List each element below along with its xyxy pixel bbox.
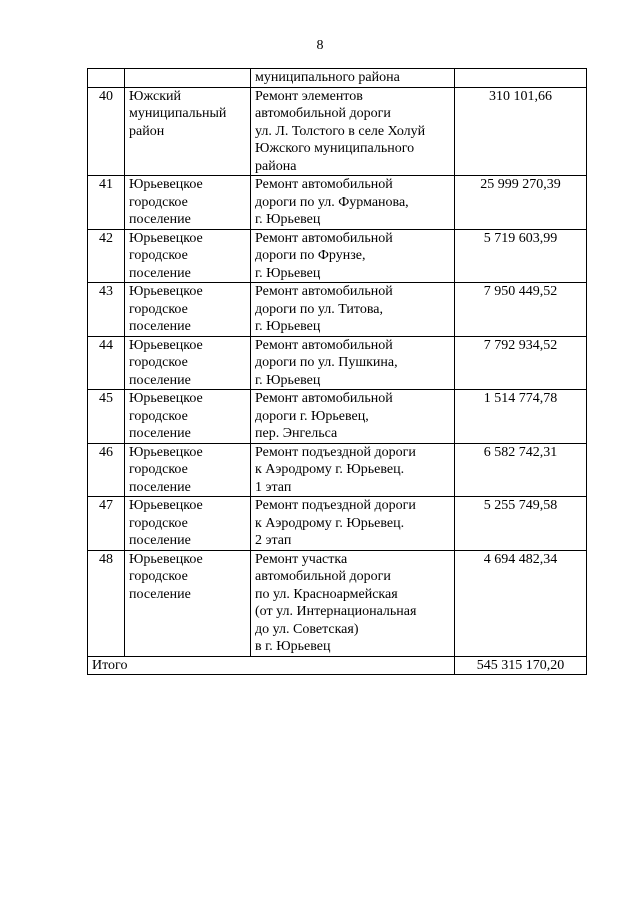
municipality-line: городское xyxy=(129,355,188,370)
municipality-line: поселение xyxy=(129,586,191,602)
table-row xyxy=(88,229,587,283)
row-number: 41 xyxy=(88,176,125,230)
work-description-line: г. Юрьевец xyxy=(255,319,321,334)
work-description-line: (от ул. Интернациональная xyxy=(255,604,417,619)
amount-cell: 7 950 449,52 xyxy=(455,283,587,337)
work-description-line: 2 этап xyxy=(255,533,292,548)
work-description-cell xyxy=(251,497,455,551)
amount-cell: 6 582 742,31 xyxy=(455,443,587,497)
work-description-line: дороги г. Юрьевец, xyxy=(255,408,369,424)
municipality-line: Юрьевецкое xyxy=(129,284,203,299)
amount-cell: 5 255 749,58 xyxy=(455,497,587,551)
municipality-line: городское xyxy=(129,194,188,210)
work-description-line: Ремонт участка xyxy=(255,551,348,567)
work-description-line: Ремонт автомобильной xyxy=(255,391,393,406)
work-description-cell xyxy=(251,390,455,444)
work-description-line: Ремонт элементов xyxy=(255,88,363,104)
work-description-line: г. Юрьевец xyxy=(255,372,321,388)
total-label: Итого xyxy=(88,656,455,675)
page-number: 8 xyxy=(316,38,324,53)
municipality-line: Юрьевецкое xyxy=(129,444,203,460)
work-description-line: до ул. Советская) xyxy=(255,621,359,637)
amount-cell: 25 999 270,39 xyxy=(455,176,587,230)
row-number: 43 xyxy=(88,283,125,337)
municipality-line: поселение xyxy=(129,533,191,548)
table-row xyxy=(88,87,587,176)
continued-work-cell xyxy=(251,69,455,88)
amount-cell: 5 719 603,99 xyxy=(455,229,587,283)
work-description-line: района xyxy=(255,158,297,174)
work-description-line: к Аэродрому г. Юрьевец. xyxy=(255,515,405,531)
work-description-line: Ремонт подъездной дороги xyxy=(255,444,416,460)
table-row xyxy=(88,497,587,551)
municipality-line: городское xyxy=(129,569,188,584)
municipality-line: Южский xyxy=(129,88,181,104)
row-number: 46 xyxy=(88,443,125,497)
municipality-line: городское xyxy=(129,248,188,263)
municipality-cell xyxy=(125,283,251,337)
row-number: 44 xyxy=(88,336,125,390)
municipality-line: поселение xyxy=(129,372,191,388)
municipality-line: район xyxy=(129,123,165,139)
amount-cell: 310 101,66 xyxy=(455,87,587,176)
work-description-line: дороги по ул. Пушкина, xyxy=(255,355,398,370)
municipality-line: Юрьевецкое xyxy=(129,498,203,513)
work-description-line: дороги по ул. Титова, xyxy=(255,301,383,317)
municipality-line: Юрьевецкое xyxy=(129,337,203,353)
municipality-line: поселение xyxy=(129,426,191,441)
table-row xyxy=(88,390,587,444)
municipality-line: муниципальный xyxy=(129,106,227,121)
work-description-cell xyxy=(251,87,455,176)
continued-amount-cell xyxy=(455,69,587,88)
amount-cell: 7 792 934,52 xyxy=(455,336,587,390)
row-number: 40 xyxy=(88,87,125,176)
municipality-line: городское xyxy=(129,515,188,531)
work-description-line: 1 этап xyxy=(255,479,292,495)
work-description-line: Южского муниципального xyxy=(255,141,415,156)
work-description-line: Ремонт подъездной дороги xyxy=(255,498,416,513)
municipality-line: Юрьевецкое xyxy=(129,391,203,406)
row-number: 45 xyxy=(88,390,125,444)
municipality-line: Юрьевецкое xyxy=(129,230,203,246)
table-row xyxy=(88,443,587,497)
row-number: 47 xyxy=(88,497,125,551)
total-row xyxy=(88,656,587,675)
municipality-line: Юрьевецкое xyxy=(129,177,203,192)
municipality-cell xyxy=(125,336,251,390)
municipality-cell xyxy=(125,229,251,283)
work-description-cell xyxy=(251,550,455,656)
work-description-line: Ремонт автомобильной xyxy=(255,177,393,192)
work-description-line: дороги по Фрунзе, xyxy=(255,248,366,263)
municipality-cell xyxy=(125,550,251,656)
municipality-cell xyxy=(125,497,251,551)
municipality-line: городское xyxy=(129,408,188,424)
work-description-line: автомобильной дороги xyxy=(255,569,391,584)
municipality-line: Юрьевецкое xyxy=(129,551,203,567)
municipality-cell xyxy=(125,443,251,497)
municipality-line: городское xyxy=(129,301,188,317)
work-description-line: пер. Энгельса xyxy=(255,426,338,441)
table-row xyxy=(88,336,587,390)
municipality-line: поселение xyxy=(129,265,191,281)
total-amount: 545 315 170,20 xyxy=(455,656,587,675)
municipality-line: поселение xyxy=(129,479,191,495)
row-number: 48 xyxy=(88,550,125,656)
continued-num-cell xyxy=(88,69,125,88)
amount-cell: 4 694 482,34 xyxy=(455,550,587,656)
municipality-line: городское xyxy=(129,462,188,477)
work-description-line: ул. Л. Толстого в селе Холуй xyxy=(255,123,426,139)
table-row xyxy=(88,283,587,337)
work-description-line: по ул. Красноармейская xyxy=(255,586,398,602)
roads-table xyxy=(87,68,587,675)
work-description-line: Ремонт автомобильной xyxy=(255,284,393,299)
continued-row xyxy=(88,69,587,88)
work-description-line: г. Юрьевец xyxy=(255,265,321,281)
continued-org-cell xyxy=(125,69,251,88)
municipality-line: поселение xyxy=(129,212,191,227)
work-description-cell xyxy=(251,283,455,337)
work-description-cell xyxy=(251,443,455,497)
work-description-line: Ремонт автомобильной xyxy=(255,337,393,353)
municipality-cell xyxy=(125,87,251,176)
table-row xyxy=(88,176,587,230)
row-number: 42 xyxy=(88,229,125,283)
continued-work-line: муниципального района xyxy=(255,70,400,85)
municipality-cell xyxy=(125,176,251,230)
table-row xyxy=(88,550,587,656)
municipality-cell xyxy=(125,390,251,444)
table-body xyxy=(88,69,587,657)
municipality-line: поселение xyxy=(129,319,191,334)
work-description-line: к Аэродрому г. Юрьевец. xyxy=(255,462,405,477)
work-description-cell xyxy=(251,336,455,390)
work-description-line: Ремонт автомобильной xyxy=(255,230,393,246)
work-description-line: в г. Юрьевец xyxy=(255,639,331,654)
work-description-cell xyxy=(251,229,455,283)
work-description-line: дороги по ул. Фурманова, xyxy=(255,194,409,210)
work-description-cell xyxy=(251,176,455,230)
amount-cell: 1 514 774,78 xyxy=(455,390,587,444)
work-description-line: автомобильной дороги xyxy=(255,106,391,121)
work-description-line: г. Юрьевец xyxy=(255,212,321,227)
